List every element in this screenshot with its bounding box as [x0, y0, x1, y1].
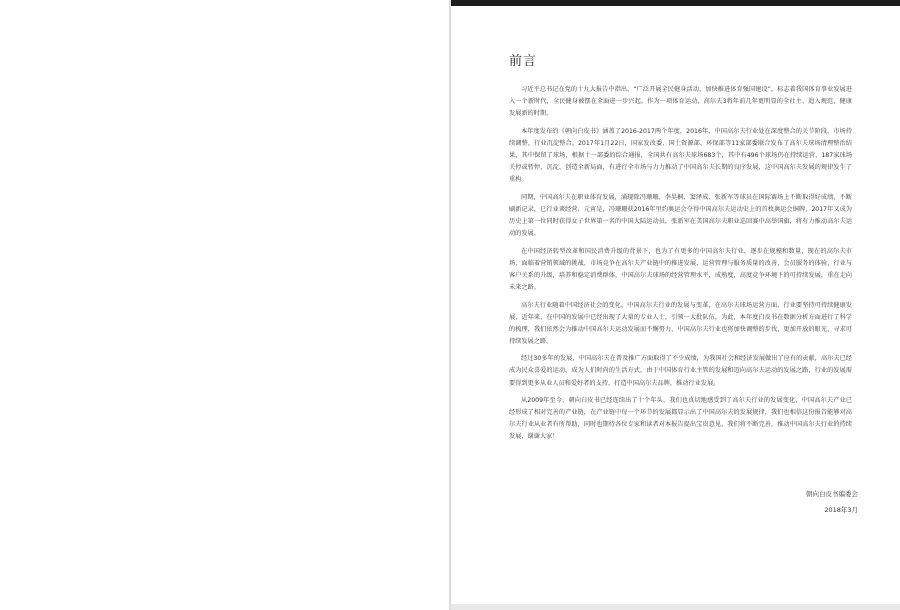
document-page [451, 6, 900, 604]
blank-left-page [0, 0, 449, 610]
paragraph-7: 从2009年至今，朝向白皮书已经连续出了十个年头，我们也真切地感受到了高尔夫行业的发展变化，中国高尔夫产业已经形成了相对完善的产业链，在产业链中每一个环节的发展都显示出了中国高尔夫的发展规律，我们也相信这份报告能够对高尔夫行业从业者有所帮助，同时也期待各位专家和读者对本报告提出宝贵意见，我们将不断完善，推动中国高尔夫行业的持续发展，谢谢大家！ [509, 397, 852, 441]
paragraph-5: 高尔夫行业随着中国经济社会的变化，中国高尔夫行业的发展与变革，在高尔夫球场运营方面，行业要坚持可持续健康发展，近年来，在中国的发展中已经出现了大量的专业人士，引领一大批队伍，为此，本年度白皮书在数据分析方面进行了科学的梳理，我们依然会为推动中国高尔夫运动发展而不懈努力，中国高尔夫行业也将加快调整的步伐，更加开放的眼光，寻求可持续发展之路。 [509, 301, 852, 345]
signature: 朝向白皮书编委会 [806, 490, 858, 498]
paragraph-2: 本年度发布的《朝向白皮书》涵盖了2016-2017两个年度，2016年，中国高尔夫行业处在深度整合的关节阶段，市场持续调整，行业沉淀整合。2017年1月22日，国家发改委、国土资源部、环保部等11家部委联合发布了高尔夫球场清理整治结果，其中保留了球场，根据十一部委的综合通报，全国共有高尔夫球场683个，其中有496个球场仍在持续运营，187家球场关停或暂停，沉淀、创造全新局面，有进行全市场与力力推动了中国高尔夫长期的良序发展，这中国高尔夫发展的规律发生了重构。 [509, 127, 852, 184]
paragraph-4: 在中国经济转型改革和国民消费升级的背景下，也为了有更多的中国高尔夫行业，逐步在规模和数量，现在的高尔夫市场，面临着营销领域的挑战，市场竞争在高尔夫产业链中的推进发展，运营管理与服务质量的改善，会员服务的体验，行业与客户关系的升级，培养和稳定消费群体，中国高尔夫球场的经营管理水平，成熟度，高度竞争环境下的可持续发展，重在走向未来之路。 [509, 247, 852, 291]
paragraph-6: 经过30多年的发展，中国高尔夫在普及推广方面取得了不少成绩，为我国社会和经济发展做出了应有的贡献，高尔夫已经成为民众喜爱的运动，成为人们时尚的生活方式，由于中国体育行业主管的发展和迈向高尔夫运动的发展之路，行业的发展需要得到更多从业人员和爱好者的支持，打造中国高尔夫品牌，推动行业发展。 [509, 355, 852, 387]
bottom-strip [451, 604, 900, 610]
document-body [509, 84, 852, 449]
paragraph-1: 习近平总书记在党的十九大报告中指出，“广泛开展全民健身活动，加快推进体育强国建设”，标志着我国体育事业发展进入一个新时代，全民健身被摆在全面进一步兴起。作为一项体育运动，高尔夫3将年前几年更明显的全社主、追入规范、健康发展新的时期。 [509, 86, 852, 118]
signature-date: 2018年3月 [824, 506, 858, 514]
page-title: 前言 [509, 54, 538, 69]
signature-block [806, 486, 858, 518]
paragraph-3: 同期，中国高尔夫在职业体育发展，涌现除冯珊珊、李昊桐、窦泽成、张新军等球员在国际赛场上不断取得好成绩，不断刷新记录，已行业谈经营、元宵是，冯珊珊获2016年里约奥运会夺得中国高尔夫运动史上的首枚奥运会铜牌，2017年又成为历史上第一位同时获得女子世界第一名的中国大陆运动员，张新军在美国高尔夫职业巡回赛中高举国旗，将有力推动高尔夫运动的发展。 [509, 193, 852, 238]
